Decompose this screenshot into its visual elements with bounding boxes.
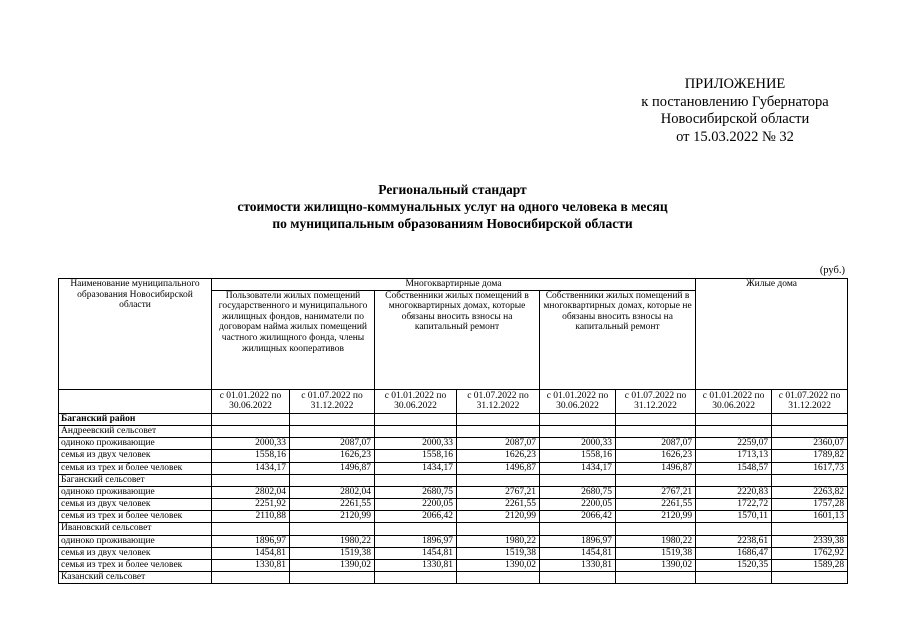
empty-cell (290, 474, 375, 486)
value-cell: 1980,22 (290, 535, 375, 547)
empty-cell (696, 523, 772, 535)
empty-cell (375, 425, 457, 437)
empty-cell (696, 572, 772, 584)
header-apartments: Многоквартирные дома (212, 279, 696, 291)
empty-cell (772, 523, 848, 535)
period-header-second-half: с 01.07.2022 по 31.12.2022 (457, 389, 540, 413)
empty-cell (696, 474, 772, 486)
header-houses: Жилые дома (696, 279, 848, 390)
value-cell: 1548,57 (696, 462, 772, 474)
value-cell: 1330,81 (375, 560, 457, 572)
empty-cell (772, 572, 848, 584)
household-type: одиноко проживающие (59, 535, 212, 547)
household-type: семья из трех и более человек (59, 511, 212, 523)
appendix-block (600, 76, 870, 146)
value-cell: 2263,82 (772, 486, 848, 498)
header-group-owners-capital: Собственники жилых помещений в многоквартирных домах, которые обязаны вносить взносы на капитальный ремонт (375, 290, 540, 389)
value-cell: 2680,75 (540, 486, 616, 498)
title-line: Региональный стандарт (378, 182, 527, 197)
header-group-owners-no-capital: Собственники жилых помещений в многоквартирных домах, которые не обязаны вносить взносы на капитальный ремонт (540, 290, 696, 389)
empty-cell (375, 523, 457, 535)
value-cell: 2000,33 (540, 438, 616, 450)
value-cell: 1520,35 (696, 560, 772, 572)
value-cell: 2251,92 (212, 499, 290, 511)
value-cell: 1390,02 (616, 560, 696, 572)
empty-cell (540, 413, 616, 425)
council-row (59, 474, 848, 486)
value-cell: 2261,55 (290, 499, 375, 511)
appendix-title: ПРИЛОЖЕНИЕ (684, 76, 786, 92)
value-cell: 2066,42 (540, 511, 616, 523)
empty-cell (457, 425, 540, 437)
value-cell: 2767,21 (616, 486, 696, 498)
value-cell: 1980,22 (457, 535, 540, 547)
table-row (59, 560, 848, 572)
value-cell: 2261,55 (457, 499, 540, 511)
council-row-label: Ивановский сельсовет (59, 523, 212, 535)
value-cell: 1496,87 (290, 462, 375, 474)
value-cell: 1519,38 (290, 547, 375, 559)
value-cell: 2220,83 (696, 486, 772, 498)
value-cell: 1626,23 (616, 450, 696, 462)
appendix-line: к постановлению Губернатора (641, 93, 829, 110)
empty-cell (290, 572, 375, 584)
empty-cell (290, 425, 375, 437)
units-label: (руб.) (819, 265, 845, 276)
empty-cell (212, 572, 290, 584)
standard-table (58, 278, 848, 584)
value-cell: 2200,05 (540, 499, 616, 511)
value-cell: 2680,75 (375, 486, 457, 498)
empty-cell (616, 425, 696, 437)
value-cell: 1980,22 (616, 535, 696, 547)
table-row (59, 438, 848, 450)
value-cell: 1686,47 (696, 547, 772, 559)
value-cell: 2120,99 (457, 511, 540, 523)
council-row-label: Казанский сельсовет (59, 572, 212, 584)
value-cell: 1558,16 (375, 450, 457, 462)
period-header-first-half: с 01.01.2022 по 30.06.2022 (696, 389, 772, 413)
table-row (59, 547, 848, 559)
table-row (59, 462, 848, 474)
empty-cell (375, 413, 457, 425)
table-row (59, 499, 848, 511)
appendix-line: Новосибирской области (660, 111, 810, 127)
value-cell: 1390,02 (290, 560, 375, 572)
empty-cell (457, 523, 540, 535)
appendix-date: от 15.03.2022 № 32 (676, 128, 794, 145)
empty-cell (772, 474, 848, 486)
value-cell: 2261,55 (616, 499, 696, 511)
value-cell: 1558,16 (540, 450, 616, 462)
empty-cell (616, 523, 696, 535)
empty-cell (696, 413, 772, 425)
household-type: семья из двух человек (59, 450, 212, 462)
table-row (59, 535, 848, 547)
value-cell: 2000,33 (212, 438, 290, 450)
empty-cell (290, 413, 375, 425)
value-cell: 1390,02 (457, 560, 540, 572)
table-body (59, 413, 848, 584)
household-type: семья из двух человек (59, 499, 212, 511)
value-cell: 2066,42 (375, 511, 457, 523)
value-cell: 1570,11 (696, 511, 772, 523)
value-cell: 2120,99 (616, 511, 696, 523)
period-header-first-half: с 01.01.2022 по 30.06.2022 (540, 389, 616, 413)
value-cell: 1434,17 (212, 462, 290, 474)
header-group-users: Пользователи жилых помещений государственного и муниципального жилищных фондов, наниматели по договорам найма жилых помещений частного жилищного фонда, члены жилищных кооперативов (212, 290, 375, 389)
value-cell: 2238,61 (696, 535, 772, 547)
empty-cell (290, 523, 375, 535)
empty-cell (696, 425, 772, 437)
value-cell: 2110,88 (212, 511, 290, 523)
council-row (59, 572, 848, 584)
value-cell: 1454,81 (375, 547, 457, 559)
value-cell: 1617,73 (772, 462, 848, 474)
value-cell: 2767,21 (457, 486, 540, 498)
empty-cell (212, 425, 290, 437)
empty-cell (540, 523, 616, 535)
empty-cell (212, 413, 290, 425)
empty-cell (212, 474, 290, 486)
value-cell: 2360,07 (772, 438, 848, 450)
value-cell: 1896,97 (375, 535, 457, 547)
value-cell: 2120,99 (290, 511, 375, 523)
value-cell: 1896,97 (540, 535, 616, 547)
household-type: семья из двух человек (59, 547, 212, 559)
household-type: одиноко проживающие (59, 486, 212, 498)
council-row-label: Андреевский сельсовет (59, 425, 212, 437)
table-row (59, 486, 848, 498)
empty-cell (457, 474, 540, 486)
value-cell: 1434,17 (540, 462, 616, 474)
value-cell: 2259,07 (696, 438, 772, 450)
value-cell: 2087,07 (457, 438, 540, 450)
value-cell: 1626,23 (457, 450, 540, 462)
value-cell: 1789,82 (772, 450, 848, 462)
title-line: стоимости жилищно-коммунальных услуг на одного человека в месяц (237, 199, 668, 214)
value-cell: 1601,13 (772, 511, 848, 523)
empty-cell (772, 413, 848, 425)
value-cell: 1496,87 (616, 462, 696, 474)
value-cell: 1762,92 (772, 547, 848, 559)
empty-cell (616, 413, 696, 425)
empty-cell (375, 474, 457, 486)
period-header-second-half: с 01.07.2022 по 31.12.2022 (616, 389, 696, 413)
period-header-second-half: с 01.07.2022 по 31.12.2022 (290, 389, 375, 413)
value-cell: 2000,33 (375, 438, 457, 450)
council-row (59, 425, 848, 437)
value-cell: 2339,38 (772, 535, 848, 547)
value-cell: 1496,87 (457, 462, 540, 474)
empty-cell (540, 474, 616, 486)
council-row (59, 523, 848, 535)
empty-cell (616, 572, 696, 584)
value-cell: 1330,81 (540, 560, 616, 572)
empty-cell (540, 425, 616, 437)
value-cell: 1330,81 (212, 560, 290, 572)
household-type: семья из трех и более человек (59, 560, 212, 572)
value-cell: 1454,81 (540, 547, 616, 559)
empty-cell (616, 474, 696, 486)
council-row-label: Баганский сельсовет (59, 474, 212, 486)
title-line: по муниципальным образованиям Новосибирской области (272, 216, 633, 231)
empty-cell (212, 523, 290, 535)
empty-cell (457, 413, 540, 425)
period-header-second-half: с 01.07.2022 по 31.12.2022 (772, 389, 848, 413)
value-cell: 1519,38 (457, 547, 540, 559)
district-row (59, 413, 848, 425)
value-cell: 2802,04 (290, 486, 375, 498)
household-type: одиноко проживающие (59, 438, 212, 450)
period-blank (59, 389, 212, 413)
value-cell: 1434,17 (375, 462, 457, 474)
value-cell: 1722,72 (696, 499, 772, 511)
document-title (150, 181, 755, 232)
value-cell: 2802,04 (212, 486, 290, 498)
table-row (59, 450, 848, 462)
district-row-label: Баганский район (59, 413, 212, 425)
household-type: семья из трех и более человек (59, 462, 212, 474)
value-cell: 1896,97 (212, 535, 290, 547)
value-cell: 1713,13 (696, 450, 772, 462)
value-cell: 2087,07 (290, 438, 375, 450)
value-cell: 1626,23 (290, 450, 375, 462)
value-cell: 1757,28 (772, 499, 848, 511)
header-name-column: Наименование муниципального образования Новосибирской области (59, 279, 212, 390)
value-cell: 1454,81 (212, 547, 290, 559)
period-header-first-half: с 01.01.2022 по 30.06.2022 (212, 389, 290, 413)
value-cell: 2087,07 (616, 438, 696, 450)
value-cell: 1558,16 (212, 450, 290, 462)
empty-cell (772, 425, 848, 437)
empty-cell (540, 572, 616, 584)
period-header-first-half: с 01.01.2022 по 30.06.2022 (375, 389, 457, 413)
empty-cell (375, 572, 457, 584)
table-row (59, 511, 848, 523)
value-cell: 1589,28 (772, 560, 848, 572)
period-header-row (59, 389, 848, 413)
value-cell: 1519,38 (616, 547, 696, 559)
value-cell: 2200,05 (375, 499, 457, 511)
empty-cell (457, 572, 540, 584)
